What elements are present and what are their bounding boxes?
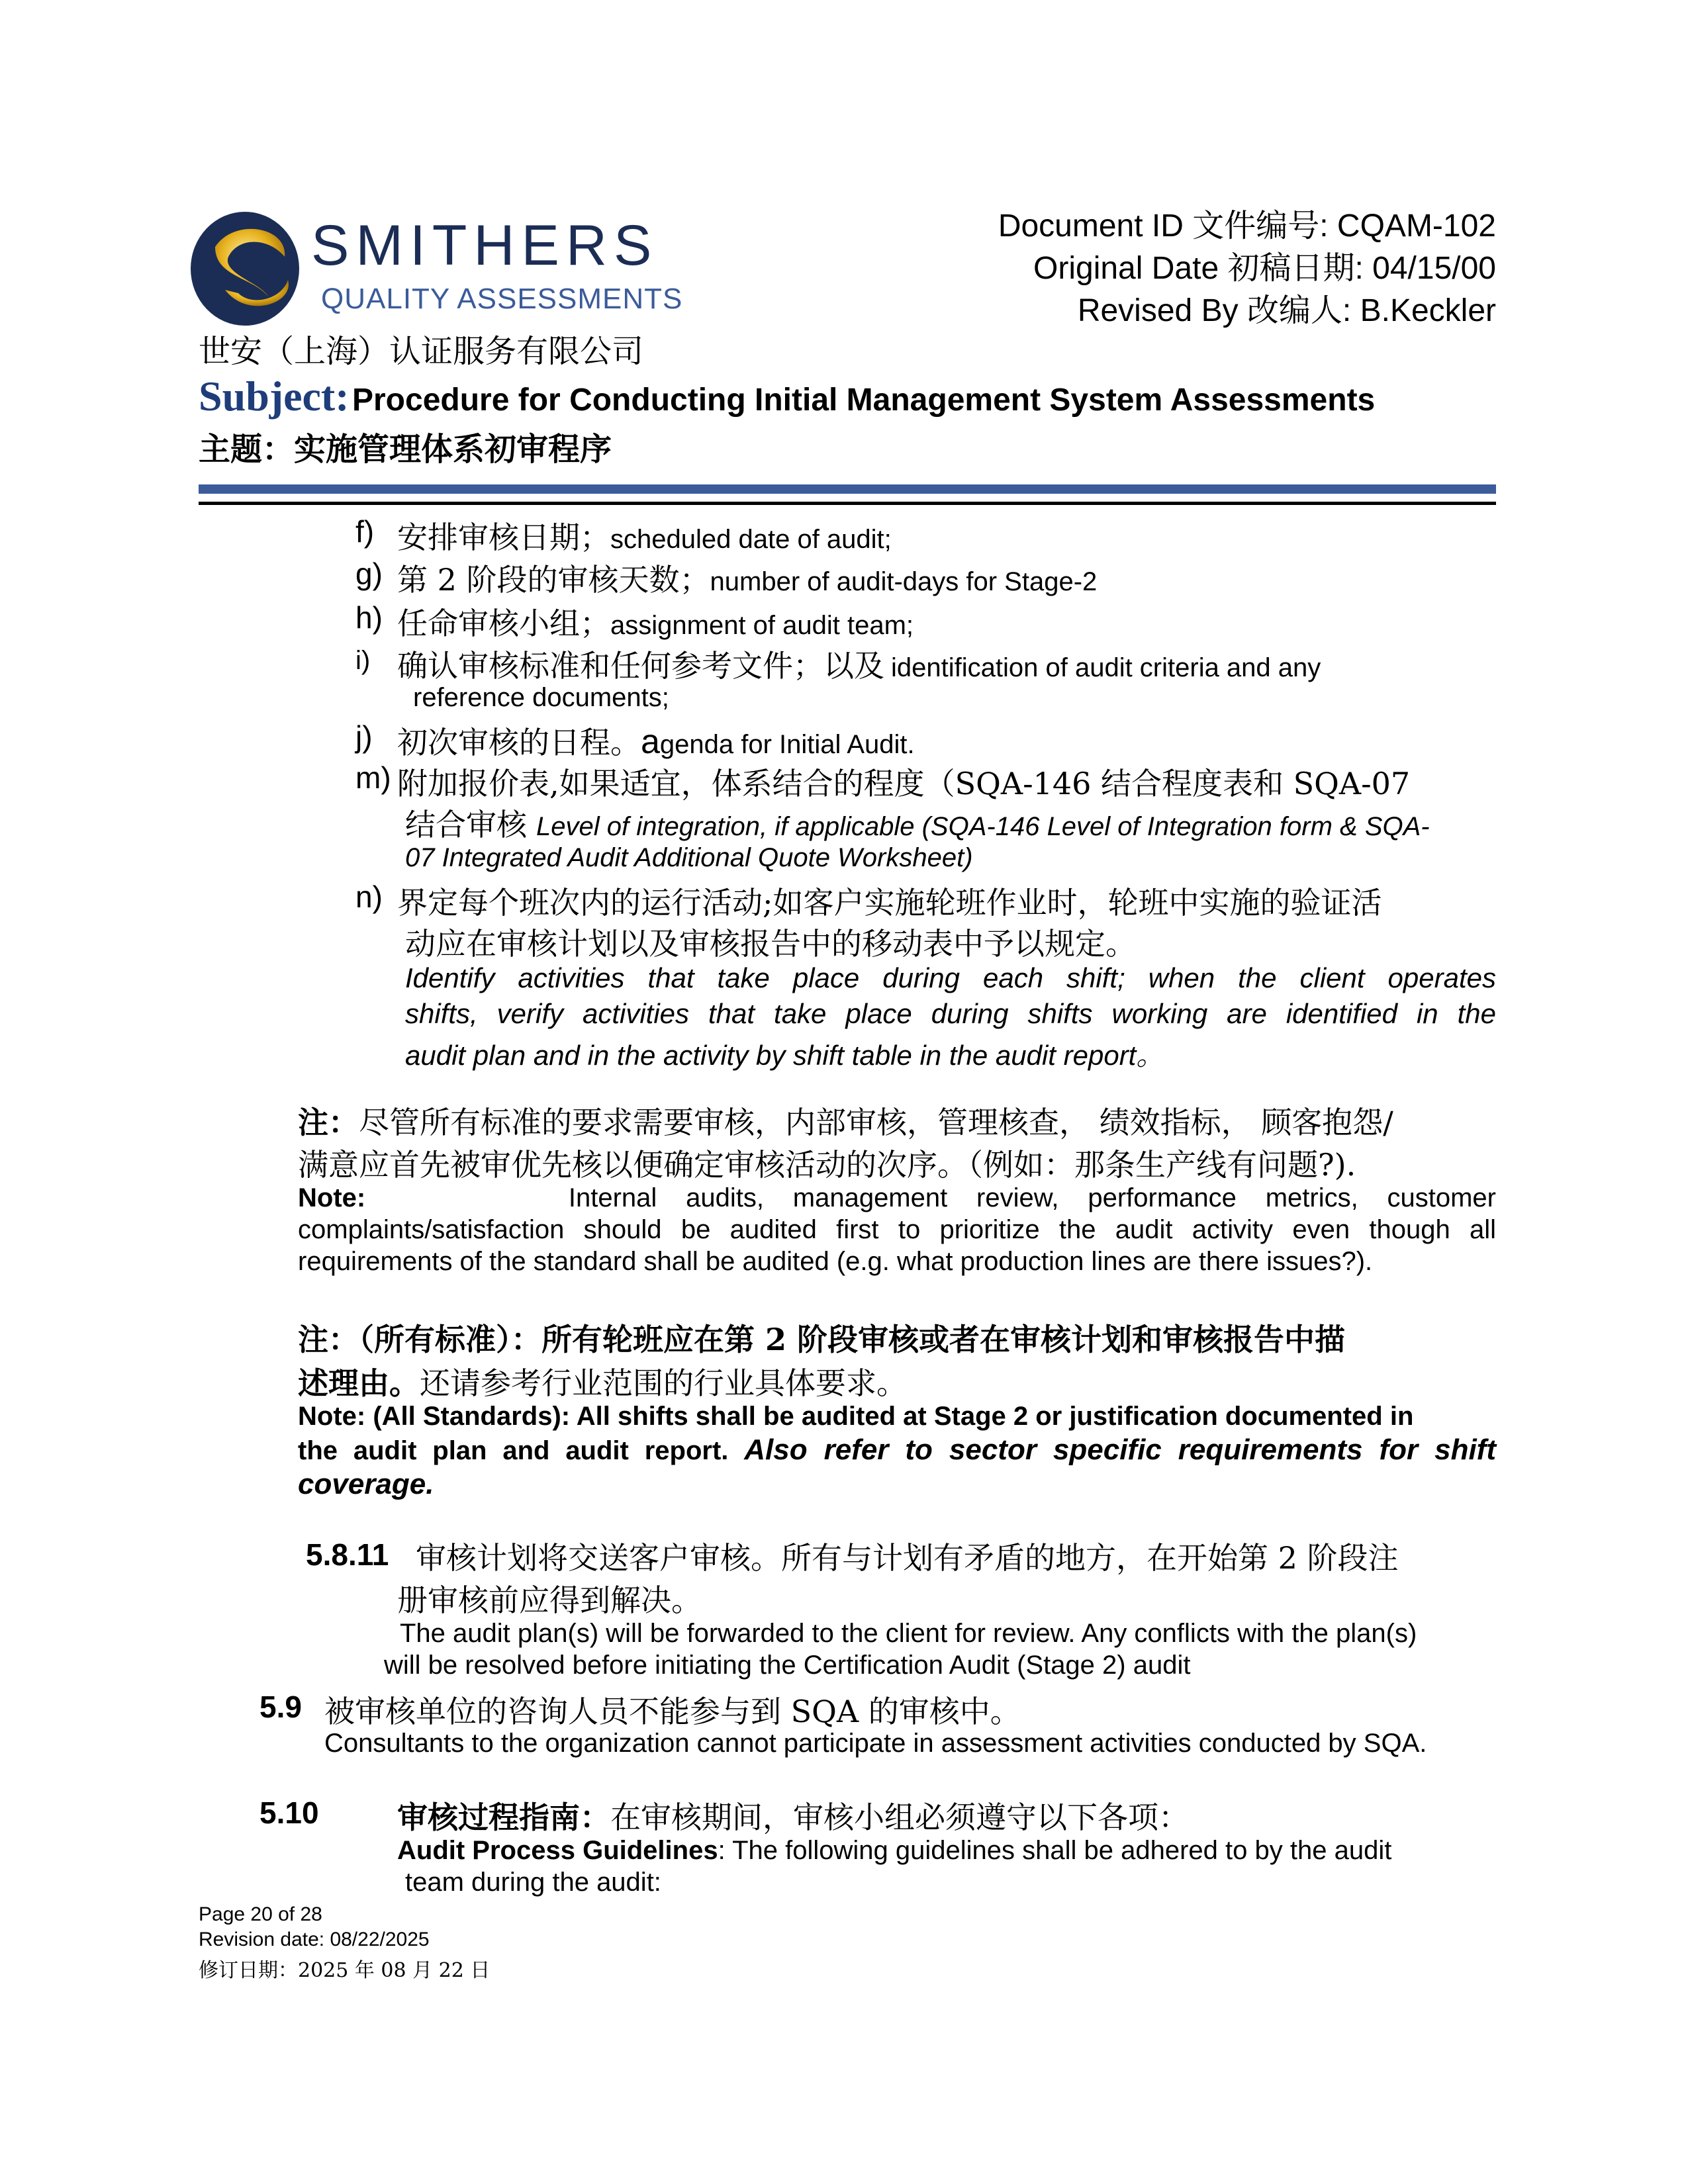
list-item-m-line2: 结合审核 Level of integration, if applicable (SQA-146 Level of Integration form & SQA- <box>405 807 1430 842</box>
note1-en-line3: requirements of the standard shall be audited (e.g. what production lines are there issues?). <box>298 1247 1373 1276</box>
footer-page-number: Page 20 of 28 <box>199 1903 322 1925</box>
list-item-n-en-line1: Identify activities that take place during each shift; when the client operates <box>405 962 1496 993</box>
section-5-10-en-line2: team during the audit: <box>405 1868 661 1897</box>
list-marker-n: n) <box>355 880 383 914</box>
smithers-logo <box>189 210 738 330</box>
list-marker-f: f) <box>355 514 375 549</box>
footer-revision-date-cn: 修订日期：2025 年 08 月 22 日 <box>199 1959 491 1982</box>
original-date: Original Date 初稿日期: 04/15/00 <box>1033 251 1496 286</box>
section-5-9-number: 5.9 <box>259 1690 302 1724</box>
logo-emblem-icon <box>191 212 299 326</box>
list-item-h: 任命审核小组；assignment of audit team; <box>397 606 914 641</box>
section-5-8-11-cn-line1: 审核计划将交送客户审核。所有与计划有矛盾的地方，在开始第 2 阶段注 <box>416 1540 1399 1576</box>
section-5-10-number: 5.10 <box>259 1796 319 1830</box>
note1-cn-line1: 注：尽管所有标准的要求需要审核，内部审核，管理核查， 绩效指标， 顾客抱怨/ <box>298 1105 1393 1140</box>
list-item-m-line3: 07 Integrated Audit Additional Quote Worksheet) <box>405 843 973 872</box>
subject-cn: 主题：实施管理体系初审程序 <box>199 431 612 468</box>
list-item-n-en-line3: audit plan and in the activity by shift table in the audit report。 <box>405 1040 1164 1071</box>
note1-cn-line2: 满意应首先被审优先核以便确定审核活动的次序。（例如：那条生产线有问题?). <box>298 1147 1356 1183</box>
list-marker-i: i) <box>355 646 371 675</box>
header-rule-black <box>199 502 1496 505</box>
footer-revision-date: Revision date: 08/22/2025 <box>199 1929 430 1950</box>
header-rule-blue <box>199 484 1496 494</box>
section-5-8-11-en-line2: will be resolved before initiating the Certification Audit (Stage 2) audit <box>384 1651 1191 1680</box>
list-item-m: 附加报价表,如果适宜，体系结合的程度（SQA-146 结合程度表和 SQA-07 <box>397 766 1411 801</box>
list-item-n-line2: 动应在审核计划以及审核报告中的移动表中予以规定。 <box>405 926 1136 962</box>
section-5-8-11-en-line1: The audit plan(s) will be forwarded to the client for review. Any conflicts with the plan(s) <box>400 1619 1417 1648</box>
note1-en-line1: Note: Internal audits, management review, performance metrics, customer <box>298 1183 1496 1212</box>
logo-subtitle: QUALITY ASSESSMENTS <box>321 283 683 315</box>
section-5-9-cn: 被审核单位的咨询人员不能参与到 SQA 的审核中。 <box>324 1694 1021 1729</box>
list-item-g: 第 2 阶段的审核天数；number of audit-days for Stage-2 <box>397 562 1098 598</box>
list-marker-g: g) <box>355 557 383 591</box>
list-item-i: 确认审核标准和任何参考文件；以及 identification of audit criteria and any <box>397 648 1321 684</box>
subject-text: Procedure for Conducting Initial Management System Assessments <box>352 383 1376 418</box>
section-5-8-11-number: 5.8.11 <box>306 1537 389 1572</box>
list-marker-j: j) <box>355 719 373 754</box>
note2-en-line3: coverage. <box>298 1468 434 1500</box>
section-5-10-en-line1: Audit Process Guidelines: The following guidelines shall be adhered to by the audit <box>397 1836 1392 1865</box>
section-5-8-11-cn-line2: 册审核前应得到解决。 <box>397 1582 702 1618</box>
note1-en-line2: complaints/satisfaction should be audited first to prioritize the audit activity even though all <box>298 1215 1496 1244</box>
note2-en-line1: Note: (All Standards): All shifts shall be audited at Stage 2 or justification documented in <box>298 1402 1414 1431</box>
note2-cn-line2: 述理由。还请参考行业范围的行业具体要求。 <box>298 1365 907 1401</box>
subject-label: Subject: <box>199 373 350 420</box>
section-5-9-en: Consultants to the organization cannot participate in assessment activities conducted by SQA. <box>324 1729 1427 1758</box>
note2-en-line2: the audit plan and audit report. Also refer to sector specific requirements for shift <box>298 1433 1496 1466</box>
subject-line <box>199 372 1375 421</box>
list-item-n: 界定每个班次内的运行活动;如客户实施轮班作业时，轮班中实施的验证活 <box>397 885 1382 921</box>
revised-by: Revised By 改编人: B.Keckler <box>1077 293 1496 328</box>
list-item-i-continuation: reference documents; <box>413 683 669 712</box>
section-5-10-cn: 审核过程指南：在审核期间，审核小组必须遵守以下各项： <box>397 1799 1189 1835</box>
company-name-cn: 世安（上海）认证服务有限公司 <box>199 333 644 370</box>
list-marker-m: m) <box>355 760 391 795</box>
list-item-f: 安排审核日期；scheduled date of audit; <box>397 520 892 555</box>
logo-name: SMITHERS <box>311 214 659 277</box>
note2-cn-line1: 注：（所有标准）：所有轮班应在第 2 阶段审核或者在审核计划和审核报告中描 <box>298 1322 1346 1357</box>
list-item-n-en-line2: shifts, verify activities that take place during shifts working are identified in the <box>405 998 1496 1029</box>
list-item-j: 初次审核的日程。agenda for Initial Audit. <box>397 723 915 761</box>
document-id: Document ID 文件编号: CQAM-102 <box>998 208 1496 244</box>
list-marker-h: h) <box>355 600 383 635</box>
